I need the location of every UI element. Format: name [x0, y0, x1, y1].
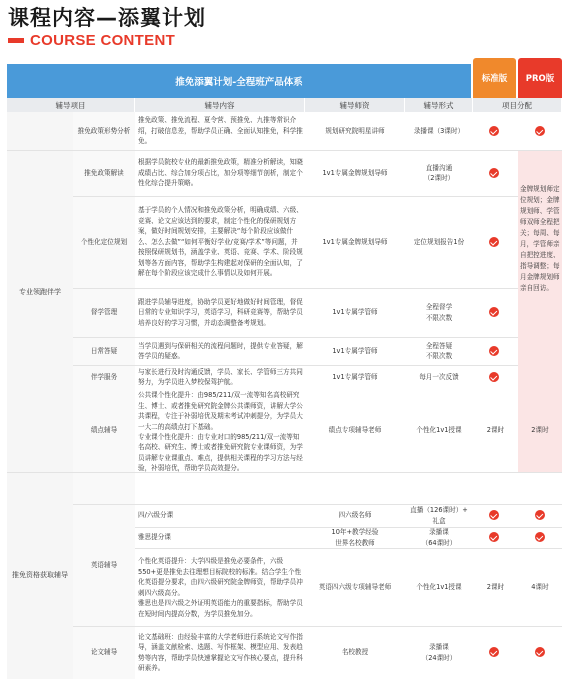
pro-check-icon: [535, 647, 545, 657]
row-teacher: 1v1专属学管师: [332, 308, 378, 317]
standard-check-icon: [489, 237, 499, 247]
row-content: 根据学员院校专业的最新推免政策，精准分析解读，知晓成绩占比、综合加分项占比，加分项等细节剖析，制定个性化综合提升策略。: [138, 158, 303, 188]
row-content: 四/六级分课: [138, 511, 174, 520]
tier-pro-label: PRO版: [518, 58, 562, 98]
row-format: 全程督学 不限次数: [425, 303, 453, 322]
row-project: 推免政策形势分析: [77, 126, 131, 135]
standard-hours: 2课时: [486, 582, 505, 591]
row-teacher: 四六级名师: [338, 511, 372, 520]
standard-check-icon: [489, 168, 499, 178]
col-header-format: 辅导形式: [405, 98, 473, 112]
pro-note: 金牌规划师定位规划；金牌规划师、学管师双师全程把关；每周、每月，学管师亲自把控进度、指导调整；每月金牌规划师亲自回访。: [520, 185, 560, 292]
row-format: 录播课（3课时）: [413, 126, 465, 135]
standard-check-icon: [489, 510, 499, 520]
row-project: 推免政策解读: [84, 168, 124, 177]
row-project: 督学管理: [90, 308, 118, 317]
subtitle-text: COURSE CONTENT: [30, 32, 176, 49]
row-project: 论文辅导: [90, 648, 118, 657]
table-title: 推免添翼计划-全程班产品体系: [7, 64, 471, 98]
row-format: 录播课 （64课时）: [421, 528, 457, 547]
row-content: 推免政策、推免流程、夏令营、预推免、九推等常识介绍，打破信息差，帮助学员正确、全面认知推免，科学推免。: [138, 116, 303, 146]
row-content: 基于学员的个人情况和推免政策分析，明确成绩、六级、竞赛、论文应该达到的要求，制定个性化的保研规划方案，做好时间规划安排，主要解决“每个阶段应该做什么、怎么去做”“如何平衡好学业/竞赛/学术”等问题，并按照保研规划书，涵盖学业、英语、竞赛、学术、阶段规划等各方面内容，帮助学生构建起对保研的全面认知，了解在每个阶段应该完成什么事情以及如何开展。: [138, 206, 303, 278]
row-content: 论文基础班：由经验丰富的大学老师进行系统论文写作指导，涵盖文献检索、选题、写作框架、模型应用、发表趋势等内容，帮助学员快速掌握论文写作核心要点，提升科研素养。: [138, 632, 303, 672]
row-project: 英语辅导: [90, 560, 118, 569]
row-format: 录播课 （24课时）: [421, 643, 457, 662]
row-format: 个性化1v1授课: [416, 426, 462, 435]
row-format: 定位规划报告1份: [413, 237, 465, 246]
subtitle-accent-bar: [8, 38, 24, 43]
page-title: 课程内容—添翼计划: [8, 6, 206, 30]
pro-check-icon: [535, 126, 545, 136]
row-teacher: 1v1专属金牌规划导师: [322, 168, 388, 177]
row-content: 跟进学员辅导进度，协助学员更好地做好时间管理，督促日常的专业知识学习，英语学习，科研竞赛等，帮助学员培养良好的学习习惯，并动态调整备考规划。: [138, 297, 303, 327]
col-header-content: 辅导内容: [135, 98, 305, 112]
row-content-a: 公共课个性化提升：由985/211/双一流等知名高校研究生、博士、或者推免研究院金牌公共课师资，讲解大学公共课程，专注于补弱培优及期末考试冲刺提分，为学员大一大二的高绩点打下基础。: [138, 391, 303, 431]
row-project: 伴学服务: [90, 372, 118, 381]
product-table: [0, 64, 568, 679]
row-teacher: 1v1专属金牌规划导师: [322, 237, 388, 246]
row-format: 直播沟通 （2课时）: [423, 163, 455, 182]
row-teacher: 1v1专属学管师: [332, 372, 378, 381]
row-content: 当学员遇到与保研相关的流程问题时，提供专业答疑，解答学员的疑惑。: [138, 341, 303, 360]
group-label-qualification: 推免资格获取辅导: [12, 571, 68, 580]
pro-check-icon: [535, 510, 545, 520]
standard-check-icon: [489, 307, 499, 317]
pro-hours: 2课时: [531, 426, 549, 435]
row-project: 个性化定位规划: [80, 237, 128, 246]
row-content: 雅思提分课: [138, 533, 171, 542]
page-header: [8, 4, 206, 49]
standard-hours: 2课时: [486, 426, 505, 435]
row-teacher: 绩点专项辅导老师: [328, 426, 382, 435]
page-subtitle: [8, 32, 206, 49]
col-header-teacher: 辅导师资: [305, 98, 405, 112]
row-content: 个性化英语提升：大学四级是推免必要条件，六级550+更是推免去往理想目标院校的标准。结合学生个性化英语提分要求，由四六级研究院金牌师资，帮助学员冲刺四六级高分。 雅思也是四六级之外证明英语能力的重要指标，帮助学员在短时间内提高分数，为学员推免加分。: [138, 557, 303, 618]
row-format: 全程答疑 不限次数: [425, 341, 453, 360]
row-teacher: 规划研究院明星讲师: [325, 126, 385, 135]
col-header-allocation: 项目分配: [473, 98, 562, 112]
row-project: 绩点辅导: [90, 426, 118, 435]
row-content-b: 专业课个性化提升：由专业对口的985/211/双一流等知名高校、研究生、博士或者推免研究院专业课师资，为学员讲解专业课重点、难点，提供相关课程的学习方法与经验，补弱培优，帮助学员高效提分。: [138, 432, 303, 472]
row-project: 日常答疑: [90, 346, 118, 355]
row-teacher: 10年+教学经验 世界名校教师: [331, 528, 379, 547]
row-teacher: 1v1专属学管师: [332, 346, 378, 355]
standard-check-icon: [489, 647, 499, 657]
standard-check-icon: [489, 372, 499, 382]
row-teacher: 英语四六级专项辅导老师: [318, 582, 392, 591]
standard-check-icon: [489, 346, 499, 356]
row-content: 与家长进行及时沟通反馈，学员、家长、学管师三方共同努力，为学员进入梦校保驾护航。: [138, 367, 303, 386]
standard-check-icon: [489, 126, 499, 136]
row-format: 每月一次反馈: [419, 372, 459, 381]
row-format: 个性化1v1授课: [416, 582, 462, 591]
pro-hours: 4课时: [531, 582, 549, 591]
row-teacher: 名校教授: [341, 648, 369, 657]
standard-check-icon: [489, 532, 499, 542]
group-label-companion: 专业领跑伴学: [19, 287, 61, 296]
row-format: 直播（126课时）+ 礼盒: [410, 506, 468, 525]
pro-check-icon: [535, 532, 545, 542]
col-header-project: 辅导项目: [7, 98, 135, 112]
tier-standard-label: 标准版: [473, 58, 516, 98]
